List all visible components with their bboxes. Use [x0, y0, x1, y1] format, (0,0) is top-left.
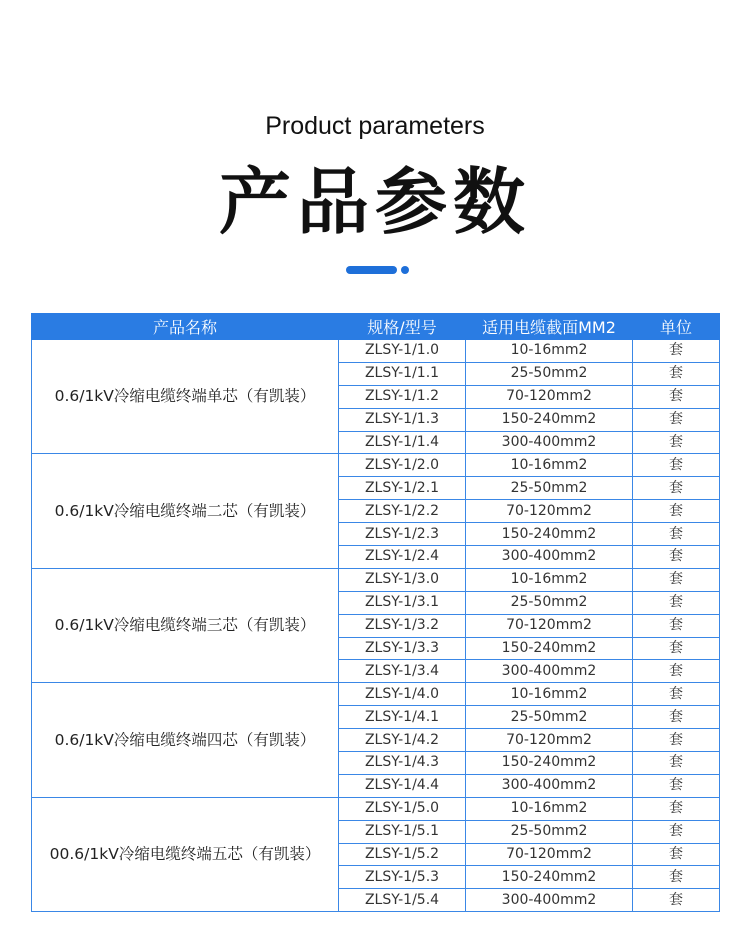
column-header-model: 规格/型号 — [339, 314, 466, 340]
unit-cell: 套 — [633, 706, 720, 729]
column-header-unit: 单位 — [633, 314, 720, 340]
unit-cell: 套 — [633, 820, 720, 843]
unit-cell: 套 — [633, 591, 720, 614]
model-cell: ZLSY-1/1.4 — [339, 431, 466, 454]
unit-cell: 套 — [633, 637, 720, 660]
table-row — [32, 568, 720, 591]
cable-section-cell: 70-120mm2 — [466, 385, 633, 408]
model-cell: ZLSY-1/1.2 — [339, 385, 466, 408]
unit-cell: 套 — [633, 866, 720, 889]
unit-cell: 套 — [633, 340, 720, 363]
parameters-table — [31, 313, 720, 912]
unit-cell: 套 — [633, 752, 720, 775]
page-subtitle: Product parameters — [265, 112, 485, 140]
model-cell: ZLSY-1/4.1 — [339, 706, 466, 729]
accent-dot — [401, 266, 409, 274]
product-name-cell: 0.6/1kV冷缩电缆终端四芯（有凯装） — [32, 683, 339, 797]
unit-cell: 套 — [633, 362, 720, 385]
model-cell: ZLSY-1/2.0 — [339, 454, 466, 477]
cable-section-cell: 150-240mm2 — [466, 752, 633, 775]
model-cell: ZLSY-1/2.4 — [339, 546, 466, 569]
model-cell: ZLSY-1/4.2 — [339, 729, 466, 752]
cable-section-cell: 70-120mm2 — [466, 729, 633, 752]
cable-section-cell: 10-16mm2 — [466, 797, 633, 820]
cable-section-cell: 300-400mm2 — [466, 660, 633, 683]
product-name-cell: 00.6/1kV冷缩电缆终端五芯（有凯装） — [32, 797, 339, 911]
unit-cell: 套 — [633, 889, 720, 912]
cable-section-cell: 25-50mm2 — [466, 477, 633, 500]
unit-cell: 套 — [633, 523, 720, 546]
cable-section-cell: 150-240mm2 — [466, 637, 633, 660]
product-name-cell: 0.6/1kV冷缩电缆终端三芯（有凯装） — [32, 568, 339, 682]
unit-cell: 套 — [633, 500, 720, 523]
cable-section-cell: 25-50mm2 — [466, 362, 633, 385]
cable-section-cell: 25-50mm2 — [466, 706, 633, 729]
model-cell: ZLSY-1/1.3 — [339, 408, 466, 431]
cable-section-cell: 300-400mm2 — [466, 546, 633, 569]
unit-cell: 套 — [633, 385, 720, 408]
cable-section-cell: 300-400mm2 — [466, 431, 633, 454]
table-header-row — [32, 314, 720, 340]
table-row — [32, 454, 720, 477]
unit-cell: 套 — [633, 729, 720, 752]
column-header-cable-section: 适用电缆截面MM2 — [466, 314, 633, 340]
model-cell: ZLSY-1/2.3 — [339, 523, 466, 546]
column-header-product-name: 产品名称 — [32, 314, 339, 340]
table-row — [32, 683, 720, 706]
unit-cell: 套 — [633, 431, 720, 454]
model-cell: ZLSY-1/3.2 — [339, 614, 466, 637]
table-body — [32, 340, 720, 912]
model-cell: ZLSY-1/3.0 — [339, 568, 466, 591]
unit-cell: 套 — [633, 408, 720, 431]
model-cell: ZLSY-1/3.1 — [339, 591, 466, 614]
table-row — [32, 797, 720, 820]
cable-section-cell: 70-120mm2 — [466, 843, 633, 866]
unit-cell: 套 — [633, 660, 720, 683]
table-row — [32, 340, 720, 363]
cable-section-cell: 300-400mm2 — [466, 889, 633, 912]
model-cell: ZLSY-1/4.0 — [339, 683, 466, 706]
model-cell: ZLSY-1/5.2 — [339, 843, 466, 866]
model-cell: ZLSY-1/2.1 — [339, 477, 466, 500]
model-cell: ZLSY-1/4.3 — [339, 752, 466, 775]
cable-section-cell: 150-240mm2 — [466, 408, 633, 431]
cable-section-cell: 300-400mm2 — [466, 774, 633, 797]
unit-cell: 套 — [633, 774, 720, 797]
model-cell: ZLSY-1/1.0 — [339, 340, 466, 363]
unit-cell: 套 — [633, 477, 720, 500]
cable-section-cell: 10-16mm2 — [466, 568, 633, 591]
unit-cell: 套 — [633, 797, 720, 820]
unit-cell: 套 — [633, 683, 720, 706]
cable-section-cell: 25-50mm2 — [466, 820, 633, 843]
product-name-cell: 0.6/1kV冷缩电缆终端单芯（有凯装） — [32, 340, 339, 454]
cable-section-cell: 150-240mm2 — [466, 523, 633, 546]
model-cell: ZLSY-1/3.4 — [339, 660, 466, 683]
model-cell: ZLSY-1/5.3 — [339, 866, 466, 889]
model-cell: ZLSY-1/5.1 — [339, 820, 466, 843]
unit-cell: 套 — [633, 454, 720, 477]
product-name-cell: 0.6/1kV冷缩电缆终端二芯（有凯装） — [32, 454, 339, 568]
model-cell: ZLSY-1/2.2 — [339, 500, 466, 523]
page-title: 产品参数 — [218, 160, 531, 244]
cable-section-cell: 10-16mm2 — [466, 340, 633, 363]
model-cell: ZLSY-1/1.1 — [339, 362, 466, 385]
model-cell: ZLSY-1/5.4 — [339, 889, 466, 912]
model-cell: ZLSY-1/3.3 — [339, 637, 466, 660]
cable-section-cell: 70-120mm2 — [466, 614, 633, 637]
unit-cell: 套 — [633, 614, 720, 637]
model-cell: ZLSY-1/5.0 — [339, 797, 466, 820]
unit-cell: 套 — [633, 546, 720, 569]
cable-section-cell: 10-16mm2 — [466, 683, 633, 706]
cable-section-cell: 25-50mm2 — [466, 591, 633, 614]
unit-cell: 套 — [633, 843, 720, 866]
unit-cell: 套 — [633, 568, 720, 591]
model-cell: ZLSY-1/4.4 — [339, 774, 466, 797]
cable-section-cell: 150-240mm2 — [466, 866, 633, 889]
cable-section-cell: 70-120mm2 — [466, 500, 633, 523]
cable-section-cell: 10-16mm2 — [466, 454, 633, 477]
accent-bar — [346, 266, 397, 274]
